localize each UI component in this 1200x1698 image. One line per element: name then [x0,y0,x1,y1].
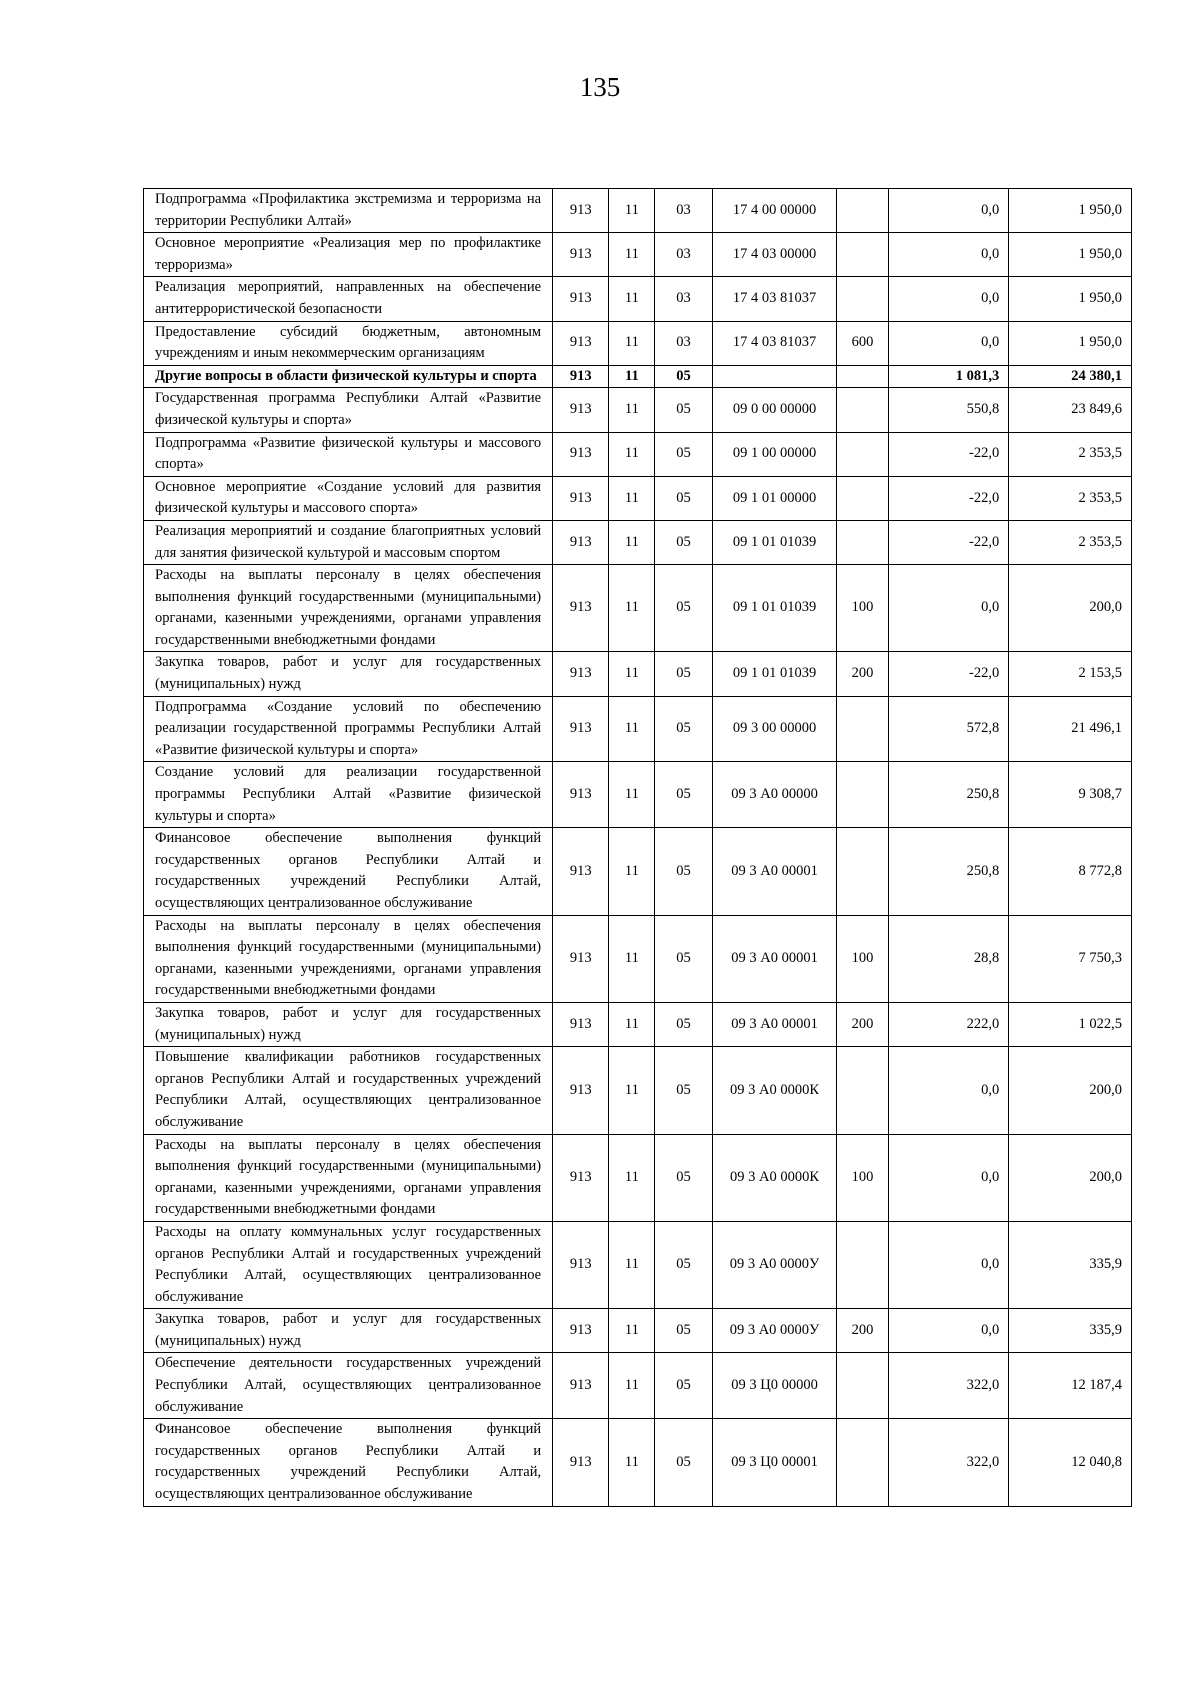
amount-change-cell: 322,0 [888,1419,1009,1506]
table-row [144,1047,1132,1134]
amount-change-cell: 0,0 [888,1221,1009,1308]
table-row [144,277,1132,321]
ministry-code-cell: 913 [553,1419,609,1506]
row-name-cell: Закупка товаров, работ и услуг для государственных (муниципальных) нужд [144,1002,553,1046]
subsection-code-cell: 05 [655,828,712,915]
target-article-cell: 09 1 00 00000 [712,432,837,476]
amount-total-cell: 24 380,1 [1009,365,1132,388]
row-name-cell: Повышение квалификации работников государственных органов Республики Алтай и государственных учреждений Республики Алтай, осуществляющих централизованное обслуживание [144,1047,553,1134]
table-row [144,321,1132,365]
budget-table [143,188,1132,1507]
amount-change-cell: 0,0 [888,321,1009,365]
section-code-cell: 11 [609,1002,655,1046]
expense-type-cell: 200 [837,652,888,696]
amount-change-cell: 322,0 [888,1353,1009,1419]
ministry-code-cell: 913 [553,1353,609,1419]
amount-change-cell: 1 081,3 [888,365,1009,388]
subsection-code-cell: 05 [655,1221,712,1308]
section-code-cell: 11 [609,432,655,476]
section-code-cell: 11 [609,321,655,365]
amount-total-cell: 2 353,5 [1009,476,1132,520]
amount-total-cell: 12 187,4 [1009,1353,1132,1419]
row-name-cell: Финансовое обеспечение выполнения функций государственных органов Республики Алтай и государственных учреждений Республики Алтай, осуществляющих централизованное обслуживание [144,828,553,915]
ministry-code-cell: 913 [553,365,609,388]
amount-change-cell: 0,0 [888,233,1009,277]
section-code-cell: 11 [609,277,655,321]
amount-change-cell: 550,8 [888,388,1009,432]
amount-change-cell: -22,0 [888,520,1009,564]
amount-total-cell: 335,9 [1009,1221,1132,1308]
section-code-cell: 11 [609,828,655,915]
subsection-code-cell: 03 [655,277,712,321]
table-row [144,915,1132,1002]
subsection-code-cell: 05 [655,365,712,388]
amount-total-cell: 2 153,5 [1009,652,1132,696]
target-article-cell: 09 3 А0 00001 [712,1002,837,1046]
target-article-cell: 09 3 А0 00001 [712,915,837,1002]
expense-type-cell: 100 [837,915,888,1002]
amount-total-cell: 2 353,5 [1009,520,1132,564]
subsection-code-cell: 05 [655,1134,712,1221]
table-row [144,762,1132,828]
row-name-cell: Обеспечение деятельности государственных учреждений Республики Алтай, осуществляющих централизованное обслуживание [144,1353,553,1419]
table-row [144,476,1132,520]
table-row [144,696,1132,762]
row-name-cell: Подпрограмма «Создание условий по обеспечению реализации государственной программы Республики Алтай «Развитие физической культуры и спорта» [144,696,553,762]
section-code-cell: 11 [609,762,655,828]
expense-type-cell [837,1353,888,1419]
amount-change-cell: 0,0 [888,189,1009,233]
subsection-code-cell: 03 [655,321,712,365]
target-article-cell: 09 0 00 00000 [712,388,837,432]
target-article-cell: 17 4 03 81037 [712,277,837,321]
row-name-cell: Подпрограмма «Развитие физической культуры и массового спорта» [144,432,553,476]
target-article-cell: 09 3 А0 0000К [712,1047,837,1134]
target-article-cell: 17 4 00 00000 [712,189,837,233]
expense-type-cell [837,762,888,828]
amount-change-cell: 0,0 [888,1309,1009,1353]
row-name-cell: Расходы на оплату коммунальных услуг государственных органов Республики Алтай и государственных учреждений Республики Алтай, осуществляющих централизованное обслуживание [144,1221,553,1308]
amount-total-cell: 1 022,5 [1009,1002,1132,1046]
subsection-code-cell: 05 [655,565,712,652]
subsection-code-cell: 05 [655,1047,712,1134]
target-article-cell: 09 3 А0 0000У [712,1309,837,1353]
expense-type-cell [837,828,888,915]
amount-total-cell: 1 950,0 [1009,277,1132,321]
row-name-cell: Закупка товаров, работ и услуг для государственных (муниципальных) нужд [144,652,553,696]
ministry-code-cell: 913 [553,277,609,321]
amount-change-cell: -22,0 [888,476,1009,520]
table-row [144,432,1132,476]
subsection-code-cell: 05 [655,696,712,762]
amount-total-cell: 12 040,8 [1009,1419,1132,1506]
expense-type-cell [837,277,888,321]
subsection-code-cell: 05 [655,1353,712,1419]
target-article-cell: 09 3 Ц0 00000 [712,1353,837,1419]
row-name-cell: Создание условий для реализации государственной программы Республики Алтай «Развитие физической культуры и спорта» [144,762,553,828]
ministry-code-cell: 913 [553,652,609,696]
amount-change-cell: 0,0 [888,277,1009,321]
amount-total-cell: 200,0 [1009,1134,1132,1221]
expense-type-cell: 100 [837,1134,888,1221]
ministry-code-cell: 913 [553,915,609,1002]
amount-change-cell: 572,8 [888,696,1009,762]
amount-total-cell: 1 950,0 [1009,233,1132,277]
table-row [144,1134,1132,1221]
table-row [144,1419,1132,1506]
amount-change-cell: 250,8 [888,762,1009,828]
row-name-cell: Подпрограмма «Профилактика экстремизма и терроризма на территории Республики Алтай» [144,189,553,233]
row-name-cell: Расходы на выплаты персоналу в целях обеспечения выполнения функций государственными (муниципальными) органами, казенными учреждениями, органами управления государственными внебюджетными фондами [144,565,553,652]
section-code-cell: 11 [609,1134,655,1221]
amount-change-cell: 0,0 [888,1047,1009,1134]
expense-type-cell [837,189,888,233]
amount-total-cell: 8 772,8 [1009,828,1132,915]
ministry-code-cell: 913 [553,321,609,365]
expense-type-cell [837,1419,888,1506]
amount-change-cell: -22,0 [888,652,1009,696]
expense-type-cell [837,476,888,520]
ministry-code-cell: 913 [553,828,609,915]
section-code-cell: 11 [609,1419,655,1506]
row-name-cell: Предоставление субсидий бюджетным, автономным учреждениям и иным некоммерческим организациям [144,321,553,365]
amount-change-cell: 0,0 [888,1134,1009,1221]
section-code-cell: 11 [609,520,655,564]
ministry-code-cell: 913 [553,520,609,564]
table-row [144,189,1132,233]
amount-change-cell: -22,0 [888,432,1009,476]
amount-change-cell: 250,8 [888,828,1009,915]
target-article-cell [712,365,837,388]
row-name-cell: Основное мероприятие «Создание условий для развития физической культуры и массового спорта» [144,476,553,520]
amount-total-cell: 200,0 [1009,1047,1132,1134]
expense-type-cell: 100 [837,565,888,652]
ministry-code-cell: 913 [553,1002,609,1046]
ministry-code-cell: 913 [553,762,609,828]
expense-type-cell [837,1047,888,1134]
amount-total-cell: 1 950,0 [1009,189,1132,233]
target-article-cell: 09 1 01 01039 [712,565,837,652]
section-code-cell: 11 [609,652,655,696]
ministry-code-cell: 913 [553,476,609,520]
amount-total-cell: 335,9 [1009,1309,1132,1353]
table-row [144,1002,1132,1046]
ministry-code-cell: 913 [553,1134,609,1221]
row-name-cell: Финансовое обеспечение выполнения функций государственных органов Республики Алтай и государственных учреждений Республики Алтай, осуществляющих централизованное обслуживание [144,1419,553,1506]
section-code-cell: 11 [609,915,655,1002]
table-row [144,1309,1132,1353]
section-code-cell: 11 [609,233,655,277]
section-code-cell: 11 [609,365,655,388]
ministry-code-cell: 913 [553,432,609,476]
target-article-cell: 09 3 Ц0 00001 [712,1419,837,1506]
ministry-code-cell: 913 [553,1221,609,1308]
target-article-cell: 09 1 01 01039 [712,520,837,564]
expense-type-cell [837,696,888,762]
expense-type-cell: 200 [837,1309,888,1353]
target-article-cell: 17 4 03 81037 [712,321,837,365]
row-name-cell: Другие вопросы в области физической культуры и спорта [144,365,553,388]
row-name-cell: Расходы на выплаты персоналу в целях обеспечения выполнения функций государственными (муниципальными) органами, казенными учреждениями, органами управления государственными внебюджетными фондами [144,1134,553,1221]
expense-type-cell [837,520,888,564]
table-row [144,652,1132,696]
row-name-cell: Государственная программа Республики Алтай «Развитие физической культуры и спорта» [144,388,553,432]
target-article-cell: 09 3 А0 0000К [712,1134,837,1221]
table-row [144,1353,1132,1419]
subsection-code-cell: 05 [655,1002,712,1046]
subsection-code-cell: 05 [655,1419,712,1506]
amount-total-cell: 2 353,5 [1009,432,1132,476]
target-article-cell: 17 4 03 00000 [712,233,837,277]
target-article-cell: 09 3 00 00000 [712,696,837,762]
page-number: 135 [579,72,621,102]
section-code-cell: 11 [609,565,655,652]
table-row [144,828,1132,915]
budget-table-body [144,189,1132,1507]
subsection-code-cell: 05 [655,915,712,1002]
ministry-code-cell: 913 [553,565,609,652]
subsection-code-cell: 05 [655,652,712,696]
row-name-cell: Реализация мероприятий, направленных на обеспечение антитеррористической безопасности [144,277,553,321]
section-code-cell: 11 [609,696,655,762]
section-code-cell: 11 [609,476,655,520]
subsection-code-cell: 05 [655,762,712,828]
amount-total-cell: 21 496,1 [1009,696,1132,762]
ministry-code-cell: 913 [553,189,609,233]
row-name-cell: Реализация мероприятий и создание благоприятных условий для занятия физической культурой и массовым спортом [144,520,553,564]
table-row [144,365,1132,388]
section-code-cell: 11 [609,1353,655,1419]
table-row [144,388,1132,432]
section-code-cell: 11 [609,189,655,233]
subsection-code-cell: 03 [655,233,712,277]
section-code-cell: 11 [609,1047,655,1134]
subsection-code-cell: 03 [655,189,712,233]
amount-change-cell: 222,0 [888,1002,1009,1046]
subsection-code-cell: 05 [655,432,712,476]
table-row [144,1221,1132,1308]
ministry-code-cell: 913 [553,233,609,277]
ministry-code-cell: 913 [553,1047,609,1134]
table-row [144,565,1132,652]
subsection-code-cell: 05 [655,1309,712,1353]
subsection-code-cell: 05 [655,388,712,432]
amount-total-cell: 23 849,6 [1009,388,1132,432]
target-article-cell: 09 3 А0 00001 [712,828,837,915]
amount-change-cell: 0,0 [888,565,1009,652]
ministry-code-cell: 913 [553,696,609,762]
expense-type-cell: 200 [837,1002,888,1046]
target-article-cell: 09 1 01 01039 [712,652,837,696]
expense-type-cell [837,233,888,277]
section-code-cell: 11 [609,388,655,432]
target-article-cell: 09 3 А0 00000 [712,762,837,828]
section-code-cell: 11 [609,1221,655,1308]
amount-change-cell: 28,8 [888,915,1009,1002]
amount-total-cell: 9 308,7 [1009,762,1132,828]
section-code-cell: 11 [609,1309,655,1353]
subsection-code-cell: 05 [655,520,712,564]
row-name-cell: Расходы на выплаты персоналу в целях обеспечения выполнения функций государственными (муниципальными) органами, казенными учреждениями, органами управления государственными внебюджетными фондами [144,915,553,1002]
amount-total-cell: 200,0 [1009,565,1132,652]
expense-type-cell [837,388,888,432]
ministry-code-cell: 913 [553,388,609,432]
table-row [144,520,1132,564]
row-name-cell: Основное мероприятие «Реализация мер по профилактике терроризма» [144,233,553,277]
amount-total-cell: 1 950,0 [1009,321,1132,365]
target-article-cell: 09 3 А0 0000У [712,1221,837,1308]
ministry-code-cell: 913 [553,1309,609,1353]
table-row [144,233,1132,277]
expense-type-cell [837,432,888,476]
expense-type-cell [837,1221,888,1308]
subsection-code-cell: 05 [655,476,712,520]
row-name-cell: Закупка товаров, работ и услуг для государственных (муниципальных) нужд [144,1309,553,1353]
expense-type-cell: 600 [837,321,888,365]
target-article-cell: 09 1 01 00000 [712,476,837,520]
expense-type-cell [837,365,888,388]
amount-total-cell: 7 750,3 [1009,915,1132,1002]
